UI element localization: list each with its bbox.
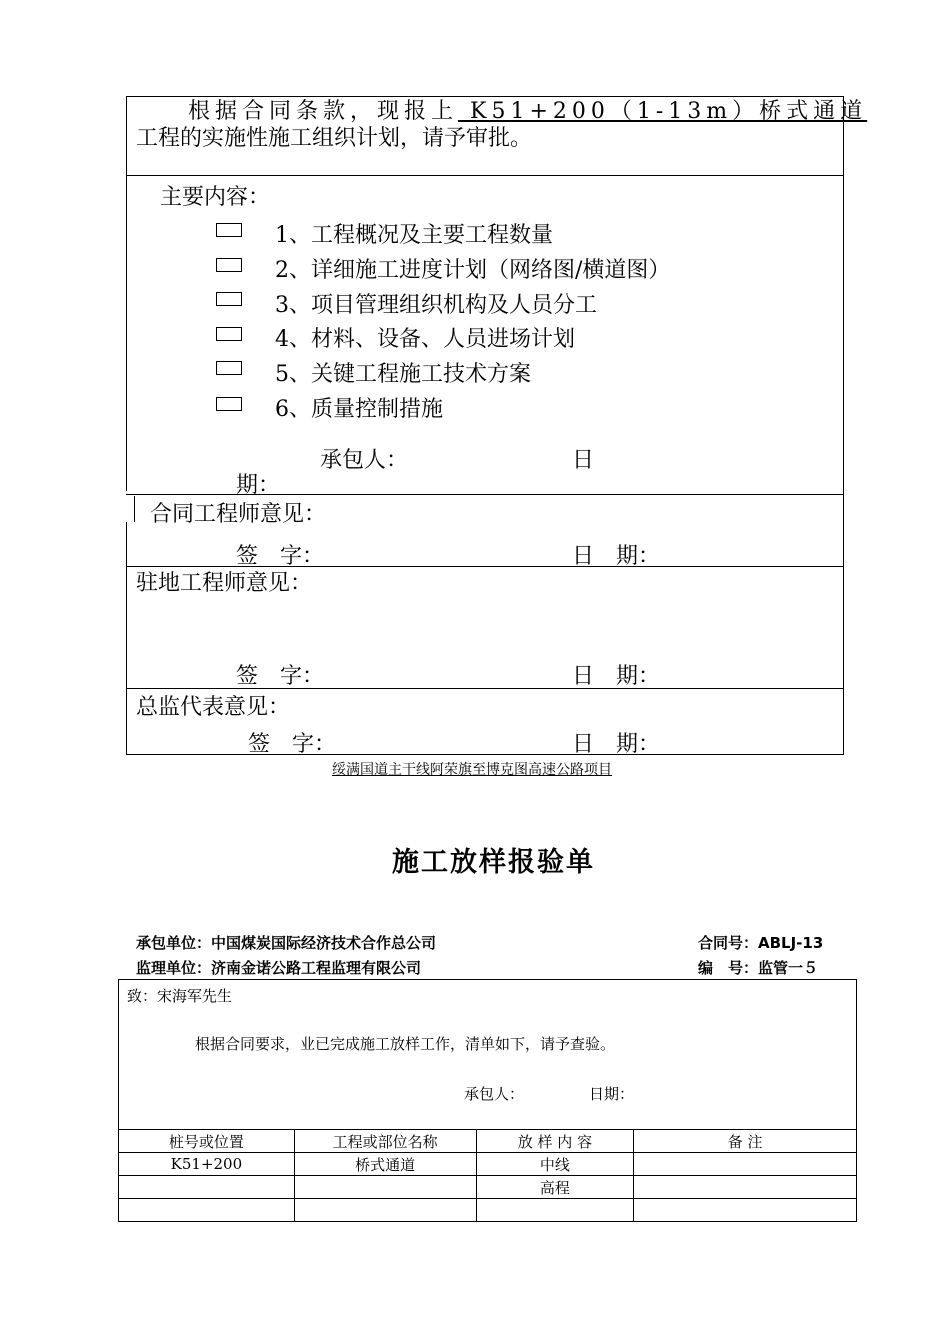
table-row: [119, 1176, 857, 1199]
cell-position: K51+200: [119, 1153, 295, 1176]
form2-body-text: 根据合同要求，业已完成施工放样工作，清单如下，请予查验。: [195, 1035, 616, 1053]
cell-content: [476, 1199, 634, 1222]
contract-engineer-sign: 签 字：: [236, 544, 325, 569]
header-remarks: 备 注: [634, 1130, 857, 1153]
resident-engineer-date: 日 期：: [572, 664, 661, 689]
form2-title: 施工放样报验单: [392, 847, 595, 878]
chief-rep-sign: 签 字：: [248, 732, 337, 757]
item-checkbox-2[interactable]: [216, 258, 242, 272]
header-content: 放 样 内 容: [476, 1130, 634, 1153]
header-position: 桩号或位置: [119, 1130, 295, 1153]
contract-engineer-label: 合同工程师意见：: [150, 502, 327, 527]
item-checkbox-1[interactable]: [216, 223, 242, 237]
item-label-4: 4、材料、设备、人员进场计划: [275, 327, 575, 352]
intro-prefix: 根据合同条款，现报上: [188, 99, 459, 124]
form1-divider-2: [126, 494, 844, 495]
supervisor-unit: 监理单位：济南金诺公路工程监理有限公司: [136, 959, 422, 977]
item-checkbox-5[interactable]: [216, 361, 242, 375]
cell-work-name: [294, 1176, 476, 1199]
chief-rep-date: 日 期：: [572, 732, 661, 757]
form2-date-label: 日期：: [589, 1085, 635, 1103]
addressee: 致：宋海军先生: [127, 987, 233, 1005]
item-label-6: 6、质量控制措施: [275, 397, 443, 422]
date-label-part1: 日: [572, 448, 595, 473]
resident-engineer-sign: 签 字：: [236, 664, 325, 689]
cell-remarks: [634, 1176, 857, 1199]
cell-remarks: [634, 1199, 857, 1222]
form2-contractor-label: 承包人：: [464, 1085, 525, 1103]
cell-position: [119, 1176, 295, 1199]
footer-project: 绥满国道主干线阿荣旗至博克图高速公路项目: [332, 762, 612, 778]
header-work-name: 工程或部位名称: [294, 1130, 476, 1153]
table-row: [119, 1153, 857, 1176]
cell-work-name: [294, 1199, 476, 1222]
cell-position: [119, 1199, 295, 1222]
cell-content: 中线: [476, 1153, 634, 1176]
intro-project: K51+200（1-13m）桥式通道: [458, 99, 868, 124]
contractor-unit: 承包单位：中国煤炭国际经济技术合作总公司: [136, 934, 437, 952]
item-label-1: 1、工程概况及主要工程数量: [275, 223, 553, 248]
item-label-2: 2、详细施工进度计划（网络图/横道图）: [275, 258, 671, 283]
cell-work-name: 桥式通道: [294, 1153, 476, 1176]
item-label-3: 3、项目管理组织机构及人员分工: [275, 293, 597, 318]
form1-left-border-top: [126, 96, 127, 466]
item-checkbox-4[interactable]: [216, 327, 242, 341]
date-label-part2: 期：: [236, 473, 281, 498]
item-checkbox-6[interactable]: [216, 397, 242, 411]
form1-divider-4: [126, 688, 844, 689]
form1-left-border-tick: [134, 496, 135, 522]
contractor-label: 承包人：: [320, 448, 409, 473]
serial-number: 编 号：监管一５: [698, 959, 819, 977]
form1-divider-1: [126, 175, 844, 176]
contract-number: 合同号：ABLJ-13: [698, 934, 824, 952]
cell-remarks: [634, 1153, 857, 1176]
form1-left-border-mid: [126, 447, 127, 491]
contract-engineer-date: 日 期：: [572, 544, 661, 569]
chief-rep-label: 总监代表意见：: [136, 695, 291, 720]
table-row: [119, 1199, 857, 1222]
main-content-label: 主要内容：: [160, 185, 271, 210]
form1-left-border-bottom: [126, 522, 127, 755]
intro-line-2: 工程的实施性施工组织计划，请予审批。: [136, 126, 533, 151]
item-checkbox-3[interactable]: [216, 292, 242, 306]
stakeout-table: [118, 1129, 857, 1222]
table-header-row: [119, 1130, 857, 1153]
item-label-5: 5、关键工程施工技术方案: [275, 362, 531, 387]
cell-content: 高程: [476, 1176, 634, 1199]
resident-engineer-label: 驻地工程师意见：: [136, 571, 313, 596]
